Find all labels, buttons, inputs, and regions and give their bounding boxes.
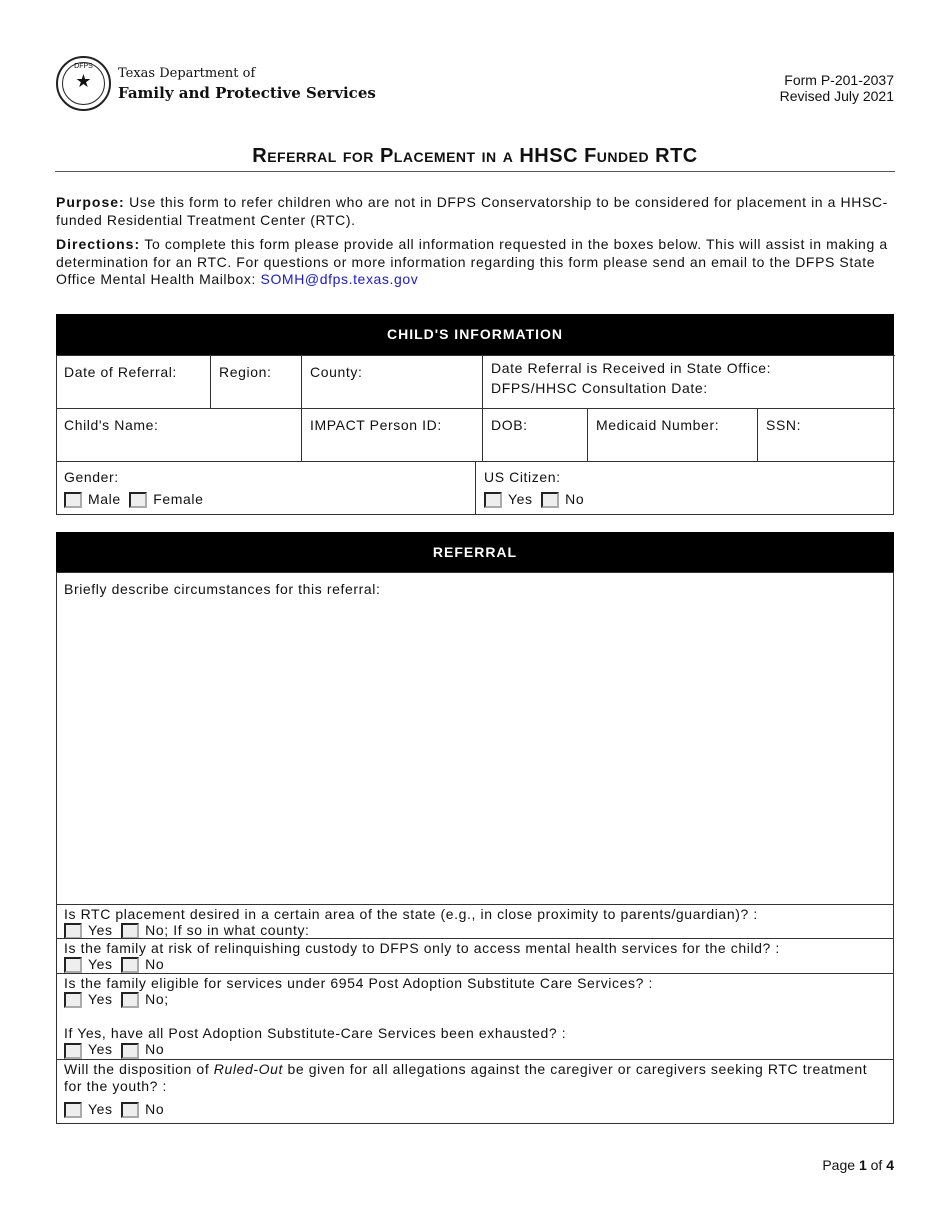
label: Yes bbox=[508, 491, 533, 507]
child-info-header: CHILD'S INFORMATION bbox=[56, 314, 894, 355]
q2-yes-checkbox[interactable] bbox=[64, 957, 82, 973]
directions-label: Directions: bbox=[56, 236, 141, 252]
text-em: Ruled-Out bbox=[213, 1061, 284, 1077]
state-office-dates-field[interactable] bbox=[482, 355, 895, 409]
current-page: 1 bbox=[858, 1157, 867, 1173]
label: Gender: bbox=[64, 469, 119, 485]
us-citizen-field bbox=[475, 461, 895, 515]
label: Female bbox=[153, 491, 204, 507]
label: No; If so in what county: bbox=[145, 922, 310, 938]
female-checkbox[interactable] bbox=[129, 492, 147, 508]
title-divider bbox=[55, 171, 895, 172]
label: DFPS/HHSC Consultation Date: bbox=[491, 380, 708, 396]
label: Date Referral is Received in State Office: bbox=[491, 360, 772, 376]
page-title: Referral for Placement in a HHSC Funded RTC bbox=[252, 145, 698, 167]
circumstances-field[interactable] bbox=[56, 572, 894, 905]
q3b-no-checkbox[interactable] bbox=[121, 1043, 139, 1059]
q2-no-checkbox[interactable] bbox=[121, 957, 139, 973]
date-of-referral-field[interactable] bbox=[56, 355, 210, 409]
q3b-yes-checkbox[interactable] bbox=[64, 1043, 82, 1059]
label: Yes bbox=[88, 991, 113, 1007]
label: No bbox=[145, 1101, 165, 1117]
q1-yes-checkbox[interactable] bbox=[64, 923, 82, 939]
label: Male bbox=[88, 491, 121, 507]
q4-no-checkbox[interactable] bbox=[121, 1102, 139, 1118]
gender-field bbox=[56, 461, 476, 515]
question-area-preference bbox=[56, 904, 894, 939]
referral-header: REFERRAL bbox=[56, 532, 894, 572]
page-number bbox=[822, 1157, 894, 1173]
label: Yes bbox=[88, 956, 113, 972]
form-number: Form P-201-2037 bbox=[784, 72, 894, 88]
dfps-seal-logo: DFPS ★ bbox=[56, 56, 111, 111]
q1-no-checkbox[interactable] bbox=[121, 923, 139, 939]
label: Region: bbox=[219, 364, 272, 380]
child-info-table bbox=[56, 355, 894, 515]
label bbox=[64, 1061, 886, 1095]
logo-text: DFPS bbox=[74, 63, 93, 70]
directions-text: To complete this form please provide all information requested in the boxes below. This will assist in making a determination for an RTC. For questions or more information regarding this form please send an email to the DFPS State Office Mental Health Mailbox: bbox=[56, 236, 888, 287]
q4-yes-checkbox[interactable] bbox=[64, 1102, 82, 1118]
label: Yes bbox=[88, 922, 113, 938]
label: No; bbox=[145, 991, 169, 1007]
revised-date: Revised July 2021 bbox=[779, 88, 894, 104]
label: Is RTC placement desired in a certain area of the state (e.g., in close proximity to parents/guardian)? : bbox=[64, 906, 758, 922]
male-checkbox[interactable] bbox=[64, 492, 82, 508]
label: Yes bbox=[88, 1041, 113, 1058]
question-post-adoption bbox=[56, 973, 894, 1060]
label: Briefly describe circumstances for this referral: bbox=[64, 581, 381, 597]
label: Date of Referral: bbox=[64, 364, 177, 380]
text: Page bbox=[822, 1157, 859, 1173]
email-link[interactable]: SOMH@dfps.texas.gov bbox=[260, 271, 419, 287]
label: No bbox=[565, 491, 585, 507]
county-field[interactable] bbox=[301, 355, 483, 409]
dob-field[interactable] bbox=[482, 408, 588, 462]
purpose-text: Use this form to refer children who are not in DFPS Conservatorship to be considered for placement in a HHSC-funded Residential Treatment Center (RTC). bbox=[56, 194, 888, 228]
region-field[interactable] bbox=[210, 355, 301, 409]
label: Yes bbox=[88, 1101, 113, 1117]
q3-no-checkbox[interactable] bbox=[121, 992, 139, 1008]
text: be given for all allegations against the caregiver or caregivers seeking RTC treatment for the youth? : bbox=[64, 1061, 868, 1094]
referral-table bbox=[56, 572, 894, 1124]
label: US Citizen: bbox=[484, 469, 561, 485]
childs-name-field[interactable] bbox=[56, 408, 302, 462]
directions-paragraph bbox=[56, 236, 896, 289]
text: Will the disposition of bbox=[64, 1061, 214, 1077]
label: Medicaid Number: bbox=[596, 417, 720, 433]
org-line2: Family and Protective Services bbox=[118, 84, 376, 102]
question-relinquishing-custody bbox=[56, 938, 894, 974]
label: IMPACT Person ID: bbox=[310, 417, 442, 433]
org-line1: Texas Department of bbox=[118, 66, 256, 81]
medicaid-field[interactable] bbox=[587, 408, 758, 462]
form-info bbox=[780, 72, 894, 104]
label: No bbox=[145, 956, 165, 972]
text: of bbox=[866, 1157, 887, 1173]
purpose-label: Purpose: bbox=[56, 194, 125, 210]
citizen-yes-checkbox[interactable] bbox=[484, 492, 502, 508]
label: Is the family eligible for services under 6954 Post Adoption Substitute Care Services? : bbox=[64, 975, 653, 991]
ssn-field[interactable] bbox=[757, 408, 895, 462]
label: DOB: bbox=[491, 417, 528, 433]
label: Is the family at risk of relinquishing custody to DFPS only to access mental health services for the child? : bbox=[64, 940, 780, 956]
q3-yes-checkbox[interactable] bbox=[64, 992, 82, 1008]
label: If Yes, have all Post Adoption Substitute-Care Services been exhausted? : bbox=[64, 1025, 567, 1042]
total-pages: 4 bbox=[886, 1157, 894, 1173]
label: Child's Name: bbox=[64, 417, 159, 433]
label: County: bbox=[310, 364, 363, 380]
question-ruled-out bbox=[56, 1059, 894, 1124]
label: No bbox=[145, 1041, 165, 1058]
label: SSN: bbox=[766, 417, 802, 433]
impact-id-field[interactable] bbox=[301, 408, 483, 462]
citizen-no-checkbox[interactable] bbox=[541, 492, 559, 508]
purpose-paragraph bbox=[56, 194, 896, 229]
